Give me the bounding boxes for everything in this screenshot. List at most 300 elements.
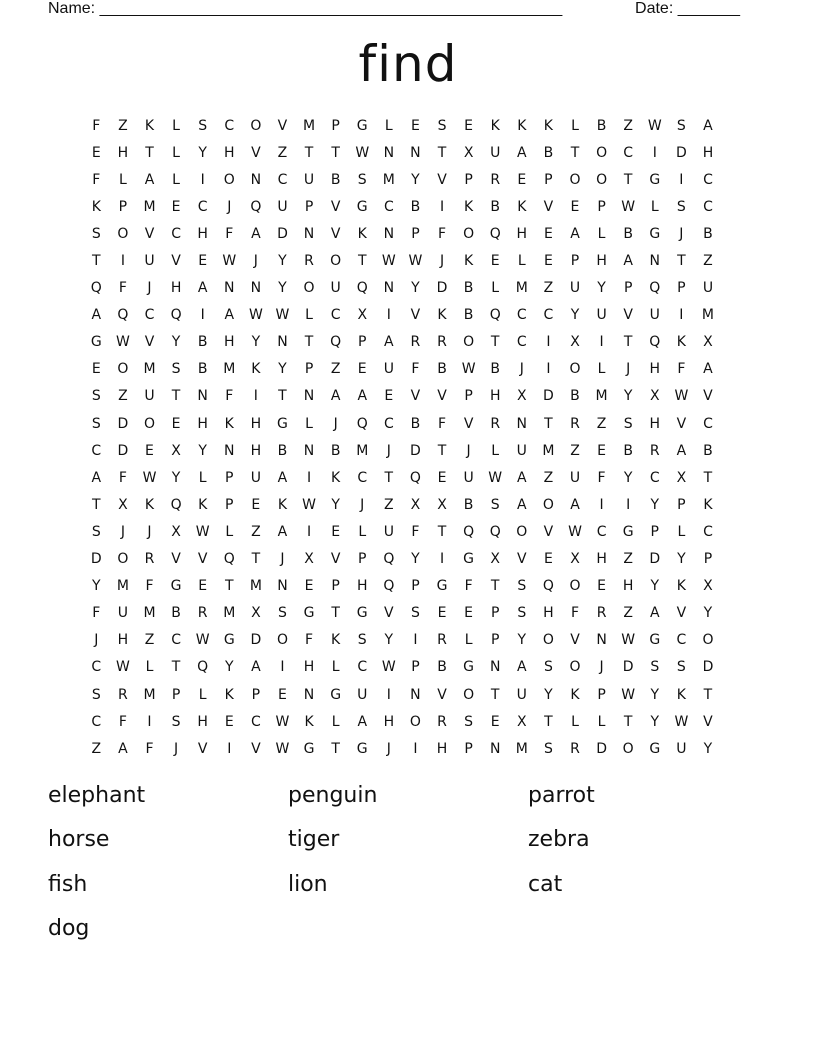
grid-letter[interactable]: N xyxy=(197,388,208,405)
grid-letter[interactable]: L xyxy=(571,117,579,134)
grid-letter[interactable]: Y xyxy=(703,605,713,622)
grid-letter[interactable]: U xyxy=(596,307,607,324)
grid-letter[interactable]: P xyxy=(677,280,686,297)
grid-letter[interactable]: E xyxy=(517,171,527,188)
grid-letter[interactable]: E xyxy=(278,686,287,703)
grid-letter[interactable]: Q xyxy=(117,307,129,324)
grid-letter[interactable]: J xyxy=(519,361,524,378)
grid-letter[interactable]: J xyxy=(280,551,285,568)
grid-letter[interactable]: V xyxy=(703,713,713,730)
grid-letter[interactable]: V xyxy=(171,253,181,270)
grid-letter[interactable]: N xyxy=(250,171,262,188)
grid-letter[interactable]: L xyxy=(597,225,606,242)
grid-letter[interactable]: G xyxy=(649,740,661,757)
grid-letter[interactable]: C xyxy=(91,442,102,459)
grid-letter[interactable]: M xyxy=(515,740,528,757)
grid-letter[interactable]: B xyxy=(570,388,580,405)
grid-letter[interactable]: G xyxy=(622,523,634,540)
grid-letter[interactable]: Y xyxy=(92,578,101,595)
grid-letter[interactable]: J xyxy=(227,198,232,215)
grid-letter[interactable]: A xyxy=(703,117,713,134)
grid-letter[interactable]: A xyxy=(703,361,713,378)
grid-letter[interactable]: N xyxy=(303,442,315,459)
grid-letter[interactable]: F xyxy=(411,523,420,540)
grid-letter[interactable]: V xyxy=(437,686,447,703)
grid-letter[interactable]: U xyxy=(569,469,581,486)
grid-letter[interactable]: M xyxy=(542,442,555,459)
grid-letter[interactable]: F xyxy=(597,469,606,486)
grid-letter[interactable]: L xyxy=(677,523,686,540)
grid-letter[interactable]: Y xyxy=(278,280,287,297)
grid-letter[interactable]: Y xyxy=(251,334,261,351)
grid-letter[interactable]: I xyxy=(200,171,205,188)
grid-letter[interactable]: I xyxy=(306,469,312,486)
grid-letter[interactable]: W xyxy=(195,632,210,649)
grid-letter[interactable]: E xyxy=(597,578,606,595)
grid-letter[interactable]: J xyxy=(679,225,684,242)
grid-letter[interactable]: G xyxy=(356,198,368,215)
grid-letter[interactable]: S xyxy=(437,117,447,134)
grid-letter[interactable]: H xyxy=(516,225,528,242)
grid-letter[interactable]: M xyxy=(143,605,156,622)
grid-letter[interactable]: Q xyxy=(90,280,102,297)
grid-letter[interactable]: C xyxy=(676,632,687,649)
grid-letter[interactable]: W xyxy=(408,253,423,270)
grid-letter[interactable]: Z xyxy=(251,523,261,540)
grid-letter[interactable]: Y xyxy=(650,578,660,595)
grid-letter[interactable]: H xyxy=(356,578,368,595)
grid-letter[interactable]: I xyxy=(413,740,418,757)
grid-letter[interactable]: A xyxy=(357,388,368,405)
grid-letter[interactable]: N xyxy=(303,225,315,242)
grid-letter[interactable]: S xyxy=(357,632,367,649)
grid-letter[interactable]: B xyxy=(703,442,713,459)
grid-letter[interactable]: Q xyxy=(250,198,262,215)
grid-letter[interactable]: B xyxy=(623,442,633,459)
grid-letter[interactable]: I xyxy=(652,144,657,161)
grid-letter[interactable]: J xyxy=(360,496,365,513)
grid-letter[interactable]: E xyxy=(357,361,367,378)
grid-letter[interactable]: P xyxy=(570,253,580,270)
grid-letter[interactable]: B xyxy=(330,171,341,188)
grid-letter[interactable]: F xyxy=(92,117,101,134)
grid-letter[interactable]: R xyxy=(570,415,580,432)
grid-letter[interactable]: O xyxy=(596,171,608,188)
grid-letter[interactable]: S xyxy=(517,605,527,622)
grid-letter[interactable]: C xyxy=(383,415,394,432)
grid-letter[interactable]: V xyxy=(703,388,713,405)
grid-letter[interactable]: H xyxy=(170,280,182,297)
grid-letter[interactable]: W xyxy=(115,659,130,676)
grid-letter[interactable]: V xyxy=(543,198,554,215)
grid-letter[interactable]: X xyxy=(410,496,421,513)
grid-letter[interactable]: A xyxy=(118,740,128,757)
grid-letter[interactable]: Z xyxy=(623,551,633,568)
grid-letter[interactable]: M xyxy=(595,388,608,405)
grid-letter[interactable]: Q xyxy=(197,659,209,676)
grid-letter[interactable]: F xyxy=(437,225,447,242)
grid-letter[interactable]: O xyxy=(143,415,155,432)
grid-letter[interactable]: Y xyxy=(411,171,420,188)
grid-letter[interactable]: C xyxy=(91,659,102,676)
grid-letter[interactable]: D xyxy=(543,388,554,405)
grid-letter[interactable]: Z xyxy=(330,361,341,378)
grid-letter[interactable]: P xyxy=(490,605,500,622)
grid-letter[interactable]: O xyxy=(463,686,475,703)
grid-letter[interactable]: O xyxy=(569,361,581,378)
grid-letter[interactable]: M xyxy=(303,117,316,134)
grid-letter[interactable]: S xyxy=(650,659,660,676)
grid-letter[interactable]: F xyxy=(225,225,234,242)
grid-letter[interactable]: H xyxy=(224,144,235,161)
grid-letter[interactable]: S xyxy=(676,117,686,134)
grid-letter[interactable]: I xyxy=(306,523,312,540)
grid-letter[interactable]: T xyxy=(677,253,686,270)
grid-letter[interactable]: M xyxy=(249,578,262,595)
grid-letter[interactable]: W xyxy=(275,713,290,730)
grid-letter[interactable]: C xyxy=(277,171,288,188)
grid-letter[interactable]: U xyxy=(383,523,394,540)
grid-letter[interactable]: E xyxy=(490,253,500,270)
grid-letter[interactable]: P xyxy=(677,496,686,513)
grid-letter[interactable]: K xyxy=(331,469,341,486)
grid-letter[interactable]: T xyxy=(623,713,633,730)
grid-letter[interactable]: I xyxy=(599,496,604,513)
grid-letter[interactable]: Y xyxy=(224,659,234,676)
grid-letter[interactable]: U xyxy=(144,253,155,270)
grid-letter[interactable]: H xyxy=(197,225,208,242)
grid-letter[interactable]: J xyxy=(94,632,99,649)
grid-letter[interactable]: J xyxy=(120,523,125,540)
grid-letter[interactable]: R xyxy=(304,253,314,270)
grid-letter[interactable]: U xyxy=(383,361,394,378)
grid-letter[interactable]: Y xyxy=(597,280,606,297)
grid-letter[interactable]: U xyxy=(702,280,714,297)
grid-letter[interactable]: H xyxy=(596,551,607,568)
grid-letter[interactable]: F xyxy=(118,280,127,297)
grid-letter[interactable]: Y xyxy=(650,686,660,703)
grid-letter[interactable]: C xyxy=(250,713,261,730)
grid-letter[interactable]: C xyxy=(171,225,181,242)
grid-letter[interactable]: M xyxy=(143,361,156,378)
grid-letter[interactable]: L xyxy=(358,523,367,540)
grid-letter[interactable]: O xyxy=(702,632,714,649)
grid-letter[interactable]: P xyxy=(118,198,128,215)
grid-letter[interactable]: T xyxy=(570,144,580,161)
grid-letter[interactable]: W xyxy=(674,388,689,405)
grid-letter[interactable]: O xyxy=(569,659,581,676)
grid-letter[interactable]: A xyxy=(144,171,155,188)
grid-letter[interactable]: N xyxy=(383,280,395,297)
grid-letter[interactable]: U xyxy=(117,605,129,622)
grid-letter[interactable]: L xyxy=(198,686,207,703)
grid-letter[interactable]: F xyxy=(145,578,154,595)
grid-letter[interactable]: L xyxy=(597,713,606,730)
grid-letter[interactable]: J xyxy=(439,253,445,270)
grid-letter[interactable]: G xyxy=(463,551,475,568)
grid-letter[interactable]: R xyxy=(410,334,421,351)
grid-letter[interactable]: T xyxy=(304,334,314,351)
grid-letter[interactable]: R xyxy=(490,171,501,188)
grid-letter[interactable]: J xyxy=(599,659,604,676)
grid-letter[interactable]: U xyxy=(649,307,660,324)
grid-letter[interactable]: V xyxy=(144,225,155,242)
grid-letter[interactable]: P xyxy=(597,198,606,215)
grid-letter[interactable]: D xyxy=(622,659,634,676)
grid-letter[interactable]: T xyxy=(145,144,154,161)
grid-letter[interactable]: F xyxy=(145,740,154,757)
grid-letter[interactable]: F xyxy=(118,713,127,730)
grid-letter[interactable]: A xyxy=(357,713,368,730)
grid-letter[interactable]: R xyxy=(118,686,128,703)
grid-letter[interactable]: V xyxy=(330,551,341,568)
grid-letter[interactable]: F xyxy=(118,469,127,486)
grid-letter[interactable]: S xyxy=(464,713,474,730)
grid-letter[interactable]: O xyxy=(569,171,581,188)
grid-letter[interactable]: W xyxy=(248,307,263,324)
grid-letter[interactable]: P xyxy=(544,171,553,188)
grid-letter[interactable]: E xyxy=(410,117,420,134)
grid-letter[interactable]: N xyxy=(410,686,421,703)
grid-letter[interactable]: C xyxy=(224,117,235,134)
grid-letter[interactable]: L xyxy=(172,117,180,134)
grid-letter[interactable]: P xyxy=(304,198,314,215)
grid-letter[interactable]: I xyxy=(413,632,418,649)
grid-letter[interactable]: V xyxy=(144,334,155,351)
grid-letter[interactable]: V xyxy=(623,307,633,324)
grid-letter[interactable]: Z xyxy=(543,280,554,297)
grid-letter[interactable]: T xyxy=(251,551,261,568)
grid-letter[interactable]: M xyxy=(356,442,369,459)
grid-letter[interactable]: R xyxy=(437,713,447,730)
grid-letter[interactable]: R xyxy=(437,334,447,351)
grid-letter[interactable]: B xyxy=(410,198,421,215)
grid-letter[interactable]: P xyxy=(225,496,234,513)
grid-letter[interactable]: A xyxy=(517,496,527,513)
grid-letter[interactable]: A xyxy=(623,253,633,270)
grid-letter[interactable]: O xyxy=(117,361,129,378)
grid-letter[interactable]: P xyxy=(464,740,473,757)
grid-letter[interactable]: L xyxy=(118,171,127,188)
grid-letter[interactable]: B xyxy=(410,415,421,432)
grid-letter[interactable]: O xyxy=(542,496,554,513)
grid-letter[interactable]: Z xyxy=(596,415,607,432)
grid-letter[interactable]: U xyxy=(277,198,288,215)
grid-letter[interactable]: Y xyxy=(703,740,713,757)
grid-letter[interactable]: L xyxy=(145,659,154,676)
grid-letter[interactable]: S xyxy=(91,388,101,405)
grid-letter[interactable]: A xyxy=(277,523,288,540)
grid-letter[interactable]: P xyxy=(331,117,340,134)
grid-letter[interactable]: V xyxy=(676,415,687,432)
grid-letter[interactable]: H xyxy=(596,253,607,270)
grid-letter[interactable]: X xyxy=(570,334,580,351)
grid-letter[interactable]: O xyxy=(463,225,475,242)
grid-letter[interactable]: Z xyxy=(384,496,394,513)
grid-letter[interactable]: W xyxy=(115,334,130,351)
grid-letter[interactable]: L xyxy=(305,415,313,432)
grid-letter[interactable]: U xyxy=(463,469,474,486)
grid-letter[interactable]: Y xyxy=(171,469,181,486)
grid-letter[interactable]: E xyxy=(570,198,580,215)
grid-letter[interactable]: U xyxy=(676,740,687,757)
grid-letter[interactable]: I xyxy=(546,361,551,378)
grid-letter[interactable]: W xyxy=(302,496,316,513)
grid-letter[interactable]: I xyxy=(253,388,258,405)
grid-letter[interactable]: H xyxy=(197,415,208,432)
grid-letter[interactable]: N xyxy=(383,225,395,242)
grid-letter[interactable]: B xyxy=(277,442,288,459)
grid-letter[interactable]: B xyxy=(490,361,500,378)
grid-letter[interactable]: F xyxy=(411,361,420,378)
grid-letter[interactable]: E xyxy=(543,253,553,270)
grid-letter[interactable]: N xyxy=(489,740,501,757)
grid-letter[interactable]: O xyxy=(330,253,342,270)
grid-letter[interactable]: X xyxy=(437,496,447,513)
grid-letter[interactable]: W xyxy=(461,361,476,378)
grid-letter[interactable]: H xyxy=(250,442,262,459)
grid-letter[interactable]: A xyxy=(570,496,580,513)
grid-letter[interactable]: T xyxy=(703,686,713,703)
grid-letter[interactable]: K xyxy=(144,117,155,134)
grid-letter[interactable]: Y xyxy=(570,307,580,324)
grid-letter[interactable]: S xyxy=(91,523,101,540)
grid-letter[interactable]: T xyxy=(544,713,553,730)
grid-letter[interactable]: D xyxy=(117,415,129,432)
grid-letter[interactable]: A xyxy=(517,469,527,486)
grid-letter[interactable]: D xyxy=(649,551,661,568)
grid-letter[interactable]: J xyxy=(626,361,631,378)
grid-letter[interactable]: D xyxy=(250,632,262,649)
grid-letter[interactable]: K xyxy=(224,415,234,432)
grid-letter[interactable]: D xyxy=(702,659,714,676)
grid-letter[interactable]: V xyxy=(197,740,208,757)
grid-letter[interactable]: F xyxy=(92,171,101,188)
grid-letter[interactable]: P xyxy=(225,469,234,486)
grid-letter[interactable]: B xyxy=(197,334,208,351)
grid-letter[interactable]: E xyxy=(224,713,234,730)
grid-letter[interactable]: W xyxy=(568,523,582,540)
grid-letter[interactable]: X xyxy=(570,551,580,568)
grid-letter[interactable]: L xyxy=(491,442,500,459)
grid-letter[interactable]: K xyxy=(331,632,341,649)
grid-letter[interactable]: P xyxy=(358,334,367,351)
grid-letter[interactable]: R xyxy=(197,605,208,622)
grid-letter[interactable]: C xyxy=(649,469,660,486)
grid-letter[interactable]: Q xyxy=(383,578,395,595)
grid-letter[interactable]: V xyxy=(197,551,208,568)
grid-letter[interactable]: I xyxy=(599,334,604,351)
grid-letter[interactable]: K xyxy=(251,361,261,378)
grid-letter[interactable]: L xyxy=(331,659,340,676)
grid-letter[interactable]: E xyxy=(384,388,394,405)
grid-letter[interactable]: S xyxy=(676,198,686,215)
grid-letter[interactable]: T xyxy=(304,144,314,161)
grid-letter[interactable]: H xyxy=(250,415,262,432)
grid-letter[interactable]: T xyxy=(384,469,394,486)
grid-letter[interactable]: M xyxy=(143,198,156,215)
grid-letter[interactable]: O xyxy=(303,280,315,297)
grid-letter[interactable]: B xyxy=(463,280,474,297)
grid-letter[interactable]: A xyxy=(570,225,580,242)
grid-letter[interactable]: C xyxy=(543,307,554,324)
grid-letter[interactable]: U xyxy=(516,442,527,459)
grid-letter[interactable]: C xyxy=(623,144,634,161)
grid-letter[interactable]: Y xyxy=(278,361,287,378)
grid-letter[interactable]: E xyxy=(464,117,474,134)
grid-letter[interactable]: K xyxy=(570,686,580,703)
grid-letter[interactable]: L xyxy=(172,171,180,188)
grid-letter[interactable]: N xyxy=(596,632,607,649)
grid-letter[interactable]: Y xyxy=(677,551,686,568)
grid-letter[interactable]: N xyxy=(516,415,528,432)
grid-letter[interactable]: S xyxy=(543,659,553,676)
grid-letter[interactable]: W xyxy=(275,307,290,324)
grid-letter[interactable]: G xyxy=(463,659,475,676)
grid-letter[interactable]: C xyxy=(330,307,341,324)
grid-letter[interactable]: E xyxy=(91,361,101,378)
grid-letter[interactable]: K xyxy=(703,496,713,513)
grid-letter[interactable]: Q xyxy=(489,523,501,540)
grid-letter[interactable]: P xyxy=(358,551,367,568)
grid-letter[interactable]: S xyxy=(198,117,208,134)
grid-letter[interactable]: G xyxy=(330,686,342,703)
grid-letter[interactable]: D xyxy=(410,442,421,459)
grid-letter[interactable]: Q xyxy=(356,280,368,297)
grid-letter[interactable]: Y xyxy=(517,632,527,649)
grid-letter[interactable]: T xyxy=(623,334,633,351)
grid-letter[interactable]: R xyxy=(144,551,155,568)
grid-letter[interactable]: P xyxy=(331,578,340,595)
grid-letter[interactable]: N xyxy=(277,578,288,595)
grid-letter[interactable]: V xyxy=(437,171,447,188)
grid-letter[interactable]: Y xyxy=(198,442,207,459)
grid-letter[interactable]: R xyxy=(596,605,607,622)
grid-letter[interactable]: C xyxy=(703,415,713,432)
grid-letter[interactable]: I xyxy=(546,334,551,351)
grid-letter[interactable]: N xyxy=(410,144,421,161)
grid-letter[interactable]: L xyxy=(650,198,659,215)
grid-letter[interactable]: S xyxy=(91,686,101,703)
grid-letter[interactable]: X xyxy=(703,578,713,595)
grid-letter[interactable]: C xyxy=(91,713,102,730)
grid-letter[interactable]: T xyxy=(357,253,367,270)
grid-letter[interactable]: Y xyxy=(650,713,660,730)
grid-letter[interactable]: W xyxy=(222,253,237,270)
grid-letter[interactable]: I xyxy=(439,551,445,568)
grid-letter[interactable]: T xyxy=(92,496,101,513)
grid-letter[interactable]: G xyxy=(356,740,368,757)
grid-letter[interactable]: L xyxy=(597,361,606,378)
grid-letter[interactable]: I xyxy=(439,198,445,215)
grid-letter[interactable]: Q xyxy=(330,334,342,351)
grid-letter[interactable]: X xyxy=(703,334,713,351)
grid-letter[interactable]: L xyxy=(331,713,340,730)
grid-letter[interactable]: W xyxy=(621,632,636,649)
grid-letter[interactable]: B xyxy=(703,225,713,242)
grid-letter[interactable]: R xyxy=(490,415,501,432)
grid-letter[interactable]: W xyxy=(381,253,396,270)
grid-letter[interactable]: U xyxy=(144,388,155,405)
grid-letter[interactable]: K xyxy=(676,334,686,351)
grid-letter[interactable]: P xyxy=(464,388,473,405)
grid-letter[interactable]: T xyxy=(92,253,101,270)
grid-letter[interactable]: H xyxy=(436,740,448,757)
grid-letter[interactable]: R xyxy=(649,442,660,459)
grid-letter[interactable]: F xyxy=(92,605,101,622)
grid-letter[interactable]: U xyxy=(569,280,581,297)
grid-letter[interactable]: P xyxy=(251,686,261,703)
